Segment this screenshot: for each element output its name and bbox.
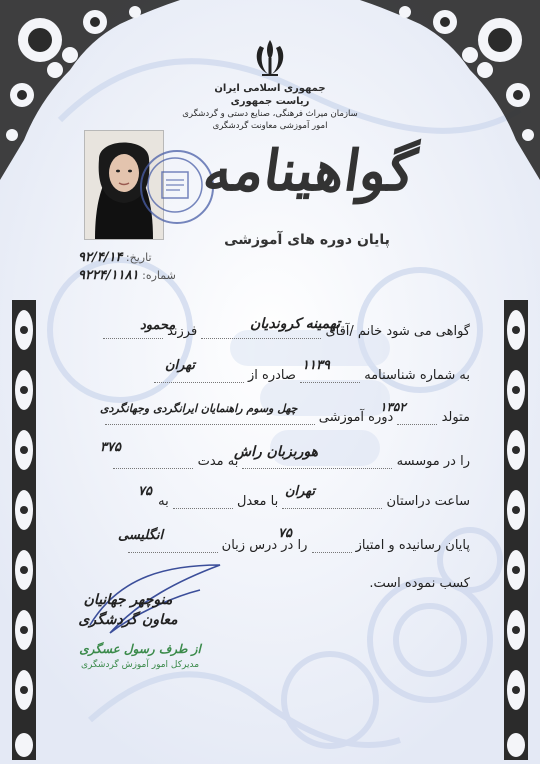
handwritten-score: ۷۵ [278, 526, 292, 541]
number-label: شماره: [142, 269, 176, 282]
line1-label: گواهی می شود خانم /آقای [325, 324, 470, 339]
side-ornament-left [4, 300, 44, 760]
handwritten-province: تهران [285, 484, 315, 499]
handwritten-language: انگلیسی [118, 528, 164, 543]
country-name: جمهوری اسلامی ایران [214, 83, 326, 94]
department-name: امور آموزشی معاونت گردشگری [212, 121, 328, 131]
line6-label: پایان رسانیده و امتیاز [355, 538, 470, 553]
line5-label: ساعت دراستان [386, 494, 470, 509]
number-row [78, 268, 176, 283]
line3-label: متولد [441, 410, 470, 425]
side-ornament-right [496, 300, 536, 760]
handwritten-course: چهل وسوم راهنمایان ایرانگردی وجهانگردی [100, 402, 298, 415]
line4-label: را در موسسه [396, 454, 470, 469]
deputy-prefix: از طرف [158, 642, 201, 656]
line2-label: به شماره شناسنامه [364, 368, 470, 383]
organization-name: سازمان میراث فرهنگی، صنایع دستی و گردشگری [182, 109, 358, 119]
deputy-title: مدیرکل امور آموزش گردشگری [80, 660, 200, 670]
handwritten-name: تهمینه کروندیان [250, 316, 341, 332]
handwritten-hours: ۳۷۵ [100, 440, 121, 455]
line5-to: به [158, 494, 169, 509]
body-line-7: کسب نموده است. [369, 576, 470, 591]
deputy-line [70, 642, 210, 656]
line2-issued: صادره از [248, 368, 296, 383]
date-label: تاریخ: [125, 251, 152, 264]
line1-child-label: فرزند [167, 324, 198, 339]
deputy-name: رسول عسگری [79, 642, 155, 656]
presidency-name: ریاست جمهوری [230, 96, 310, 107]
handwritten-id-number: ۱۱۳۹ [302, 358, 330, 373]
date-row [78, 250, 152, 265]
certificate-subtitle: پایان دوره های آموزشی [224, 232, 390, 248]
signer-name: منوچهر جهانیان [83, 592, 173, 608]
line6-lang: را در درس زبان [221, 538, 308, 553]
date-value: ۹۲/۴/۱۴ [78, 250, 123, 265]
body-line-6 [128, 538, 470, 553]
handwritten-average: ۷۵ [138, 484, 152, 499]
line4-duration: به مدت [197, 454, 239, 469]
line3-course: دوره آموزشی [318, 410, 394, 425]
header-block [170, 82, 370, 132]
handwritten-birth-year: ۱۳۵۲ [380, 400, 406, 414]
handwritten-father: محمود [140, 318, 176, 333]
handwritten-city: تهران [165, 358, 195, 373]
line5-avg: با معدل [236, 494, 279, 509]
iran-emblem-icon [252, 38, 288, 78]
certificate-title: گواهینامه [199, 138, 421, 204]
number-value: ۹۲۲۴/۱۱۸۱ [78, 268, 139, 283]
handwritten-institute: هوربزبان راش [234, 444, 319, 460]
signer-title: معاون گردشگری [78, 612, 178, 628]
